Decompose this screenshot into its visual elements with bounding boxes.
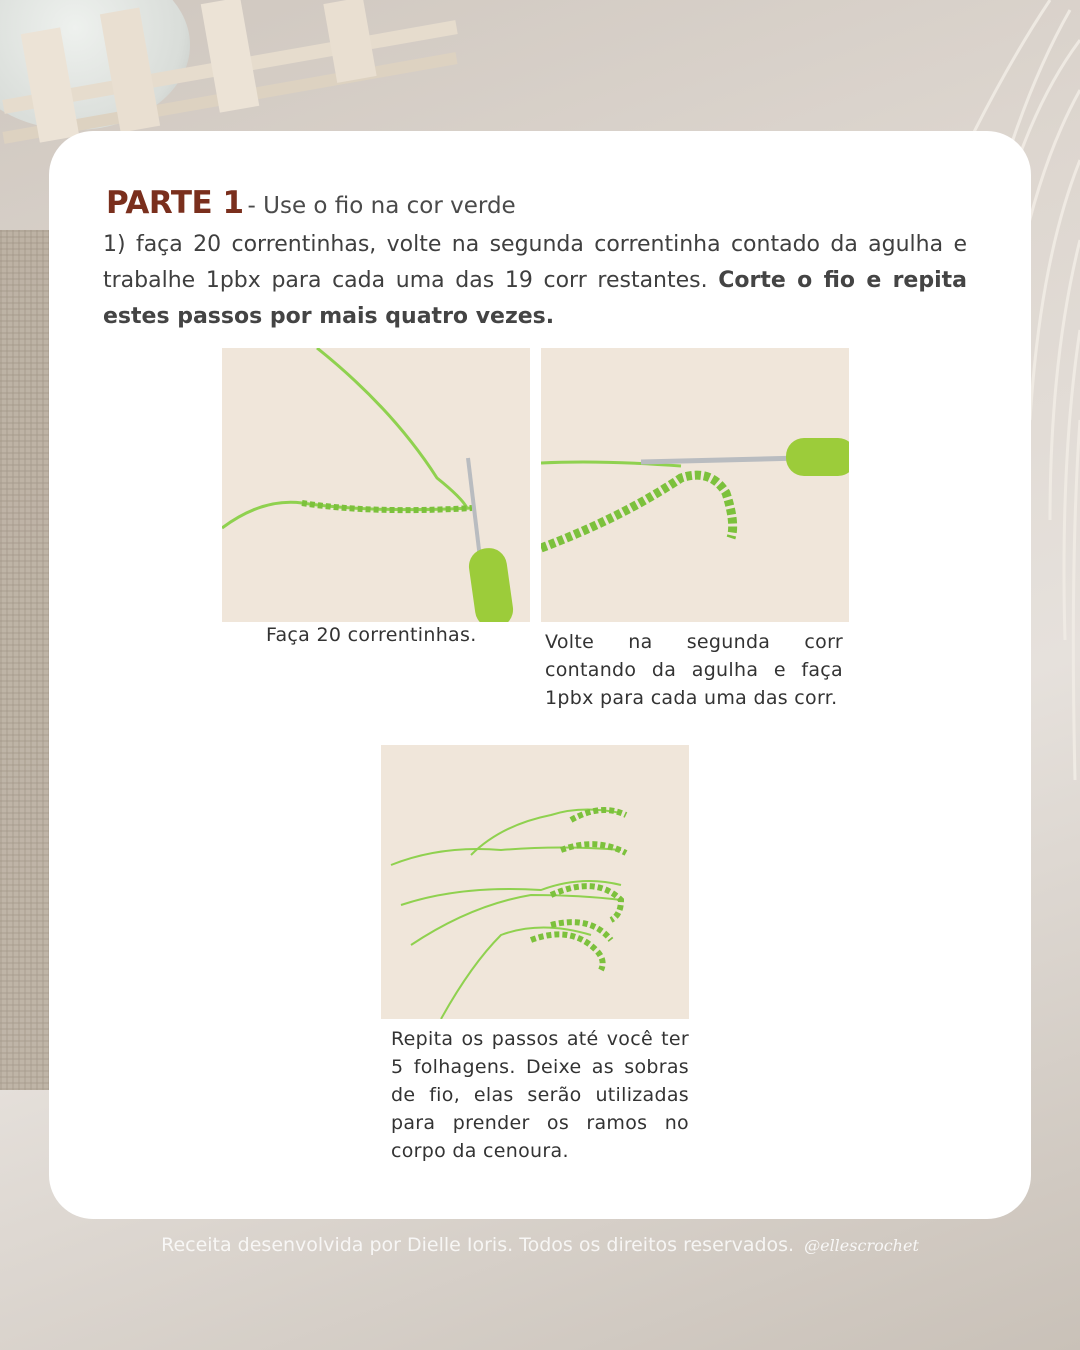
caption-photo-3: Repita os passos até você ter 5 folhagens. Deixe as sobras de fio, elas serão utilizadas para prender os ramos no corpo da cenoura. — [391, 1028, 689, 1162]
caption-photo-2: Volte na segunda corr contando da agulha e faça 1pbx para cada uma das corr. — [545, 631, 843, 709]
part-subtitle: - Use o fio na cor verde — [247, 193, 516, 219]
photo-five-leaves — [381, 745, 689, 1019]
instruction-regular: 1) faça 20 correntinhas, volte na segunda correntinha contado da agulha e trabalhe 1pbx para cada uma das 19 corr restantes. — [103, 232, 967, 293]
wooden-fence-decoration — [0, 0, 460, 150]
photo-single-crochet — [541, 348, 849, 622]
footer-credit-text: Receita desenvolvida por Dielle Ioris. Todos os direitos reservados. — [161, 1234, 795, 1256]
signature-logo: @ellescrochet — [804, 1236, 919, 1255]
instruction-text — [103, 227, 967, 335]
footer-credit — [0, 1234, 1080, 1256]
instruction-bold: Corte o fio e repita estes passos por mais quatro vezes. — [103, 268, 967, 329]
photo-chain-stitches — [222, 348, 530, 622]
section-heading — [106, 185, 966, 227]
part-label: PARTE 1 — [106, 185, 244, 221]
caption-photo-1: Faça 20 correntinhas. — [266, 624, 477, 646]
